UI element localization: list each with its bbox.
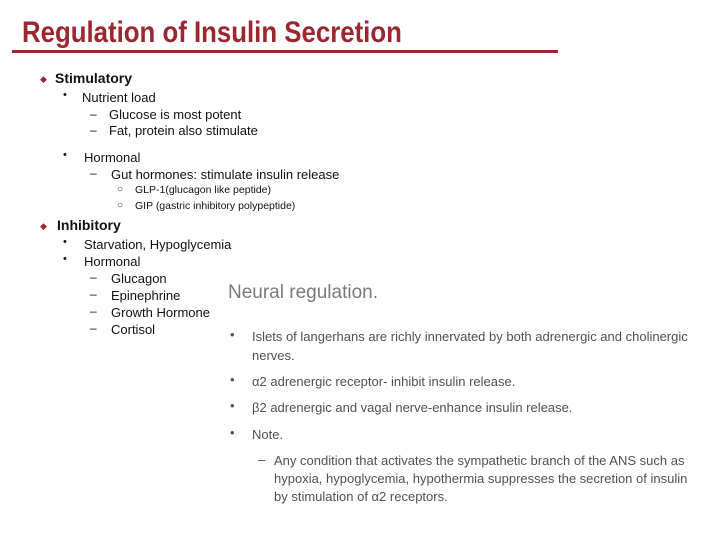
neural-regulation-title: Neural regulation. xyxy=(228,282,378,303)
title-underline xyxy=(12,50,558,53)
neural-bullet: Note. xyxy=(252,427,284,442)
inhibitory-hormone: Cortisol xyxy=(111,322,156,337)
stimulatory-heading: Stimulatory xyxy=(55,70,133,86)
dot-bullet-icon: • xyxy=(63,89,67,101)
dot-bullet-icon: • xyxy=(230,398,235,413)
inhibitory-heading: Inhibitory xyxy=(57,217,121,233)
inhibitory-hormone: Epinephrine xyxy=(111,288,181,303)
dash-bullet-icon: – xyxy=(90,321,97,335)
gut-hormones-text: Gut hormones: stimulate insulin release xyxy=(111,167,340,182)
diamond-bullet-icon: ◆ xyxy=(40,74,47,84)
circle-bullet-icon: ○ xyxy=(117,184,124,195)
dash-bullet-icon: – xyxy=(90,270,97,284)
nutrient-load-label: Nutrient load xyxy=(82,90,156,105)
diamond-bullet-icon: ◆ xyxy=(40,221,47,231)
neural-note: Any condition that activates the sympathetic branch of the ANS such as hypoxia, hypoglycemia, hypothermia suppresses the secretion of insulin by stimulation of α2 receptors. xyxy=(274,453,688,504)
dash-bullet-icon: – xyxy=(90,304,97,318)
dot-bullet-icon: • xyxy=(230,372,235,387)
neural-bullet: α2 adrenergic receptor- inhibit insulin release. xyxy=(252,374,516,389)
page-title: Regulation of Insulin Secretion xyxy=(22,16,402,49)
inhibitory-item: Hormonal xyxy=(84,254,141,269)
nutrient-item: Fat, protein also stimulate xyxy=(109,123,258,138)
dot-bullet-icon: • xyxy=(63,236,67,248)
dash-bullet-icon: – xyxy=(90,166,97,180)
dot-bullet-icon: • xyxy=(230,425,235,440)
neural-bullet: β2 adrenergic and vagal nerve-enhance insulin release. xyxy=(252,400,573,415)
dash-bullet-icon: – xyxy=(90,287,97,301)
hormonal-label: Hormonal xyxy=(84,150,141,165)
inhibitory-item: Starvation, Hypoglycemia xyxy=(84,237,232,252)
neural-bullet: Islets of langerhans are richly innervated by both adrenergic and cholinergic nerves. xyxy=(252,329,688,363)
dot-bullet-icon: • xyxy=(63,253,67,265)
dash-bullet-icon: – xyxy=(90,107,97,121)
gut-hormone-item: GIP (gastric inhibitory polypeptide) xyxy=(135,200,296,212)
circle-bullet-icon: ○ xyxy=(117,200,124,211)
gut-hormone-item: GLP-1(glucagon like peptide) xyxy=(135,184,271,196)
dot-bullet-icon: • xyxy=(63,149,67,161)
dot-bullet-icon: • xyxy=(230,327,235,342)
inhibitory-hormone: Growth Hormone xyxy=(111,305,210,320)
dash-bullet-icon: – xyxy=(258,452,266,467)
nutrient-item: Glucose is most potent xyxy=(109,107,242,122)
inhibitory-hormone: Glucagon xyxy=(111,271,167,286)
dash-bullet-icon: – xyxy=(90,123,97,137)
